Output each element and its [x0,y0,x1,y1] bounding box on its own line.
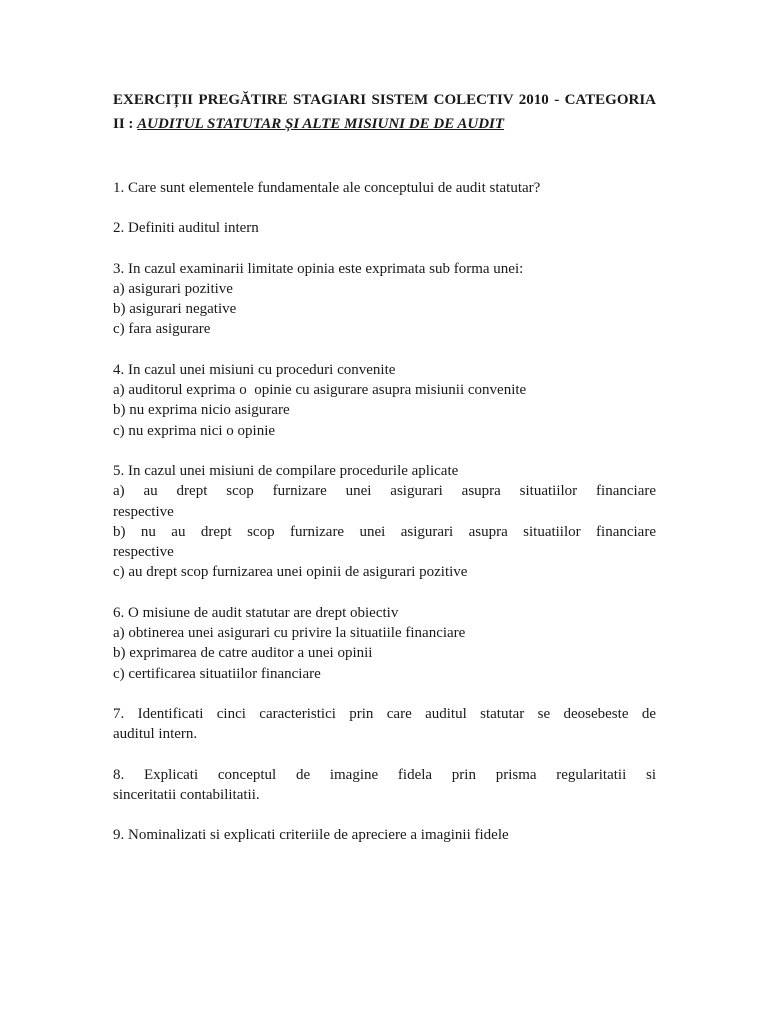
question-9 [113,825,656,845]
title-prefix: II : [113,116,138,132]
answer-option: c) fara asigurare [113,321,211,338]
question-text: 9. Nominalizati si explicati criteriile de apreciere a imaginii fidele [113,827,509,844]
question-5 [113,461,656,583]
question-text: 4. In cazul unei misiuni cu proceduri convenite [113,361,396,378]
answer-option: c) certificarea situatiilor financiare [113,665,321,682]
answer-option: b) exprimarea de catre auditor a unei opinii [113,645,373,662]
answer-option: b) nu exprima nicio asigurare [113,402,290,419]
question-text: 6. O misiune de audit statutar are drept obiectiv [113,604,399,621]
answer-option: b) asigurari negative [113,301,237,318]
question-7 [113,704,656,745]
question-6 [113,603,656,684]
document-subtitle: AUDITUL STATUTAR ȘI ALTE MISIUNI DE DE AUDIT [137,116,505,132]
question-3 [113,259,656,340]
document-title: EXERCIȚII PREGĂTIRE STAGIARI SISTEM COLECTIV 2010 - CATEGORIA [113,92,656,108]
question-text: 1. Care sunt elementele fundamentale ale conceptului de audit statutar? [113,180,541,196]
question-4 [113,360,656,441]
question-1 [113,178,656,198]
question-text-continuation: auditul intern. [113,726,198,743]
question-8 [113,765,656,806]
question-2 [113,218,656,238]
answer-option: a) auditorul exprima o opinie cu asigurare asupra misiunii convenite [113,382,527,399]
answer-option: a) asigurari pozitive [113,280,233,297]
question-text: 8. Explicati conceptul de imagine fidela prin prisma regularitatii si [113,766,656,783]
question-text: 3. In cazul examinarii limitate opinia este exprimata sub forma unei: [113,260,524,277]
answer-option: c) nu exprima nici o opinie [113,422,276,439]
answer-option: b) nu au drept scop furnizare unei asigurari asupra situatiilor financiare [113,523,656,540]
question-text: 2. Definiti auditul intern [113,220,259,237]
question-text: 5. In cazul unei misiuni de compilare procedurile aplicate [113,462,459,479]
question-text-continuation: sinceritatii contabilitatii. [113,786,260,803]
document-page [113,86,656,865]
answer-option: c) au drept scop furnizarea unei opinii de asigurari pozitive [113,564,468,581]
answer-option: a) au drept scop furnizare unei asigurari asupra situatiilor financiare [113,483,656,500]
answer-option: a) obtinerea unei asigurari cu privire la situatiile financiare [113,625,466,642]
question-text: 7. Identificati cinci caracteristici prin care auditul statutar se deosebeste de [113,705,656,722]
answer-option-continuation: respective [113,503,174,520]
document-title-line2 [113,114,656,134]
answer-option-continuation: respective [113,544,174,561]
